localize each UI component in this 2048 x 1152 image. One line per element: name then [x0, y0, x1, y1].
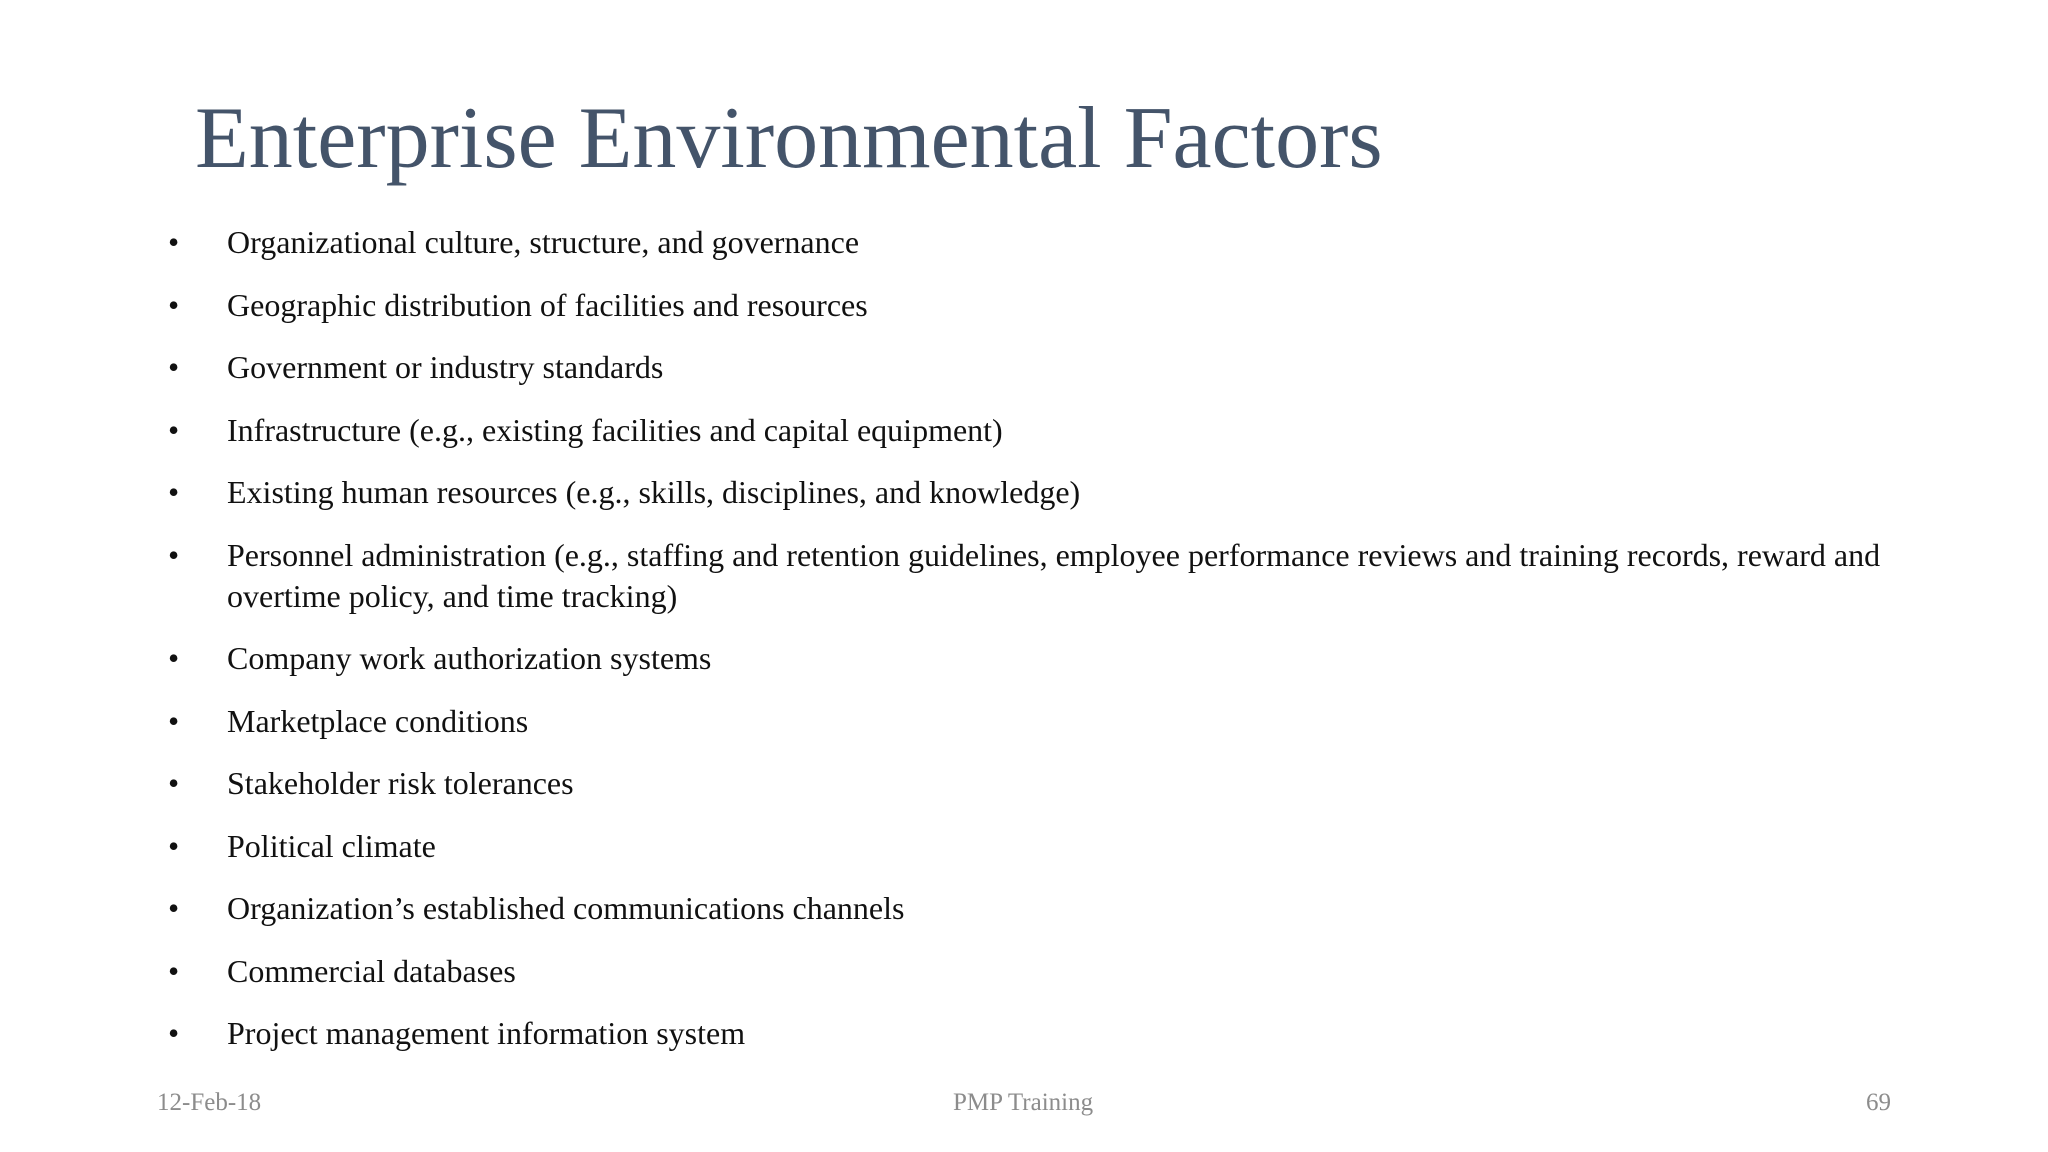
list-item [168, 638, 1928, 679]
list-item [168, 951, 1928, 992]
bullet-text: Organization’s established communications channels [227, 890, 905, 926]
footer-date: 12-Feb-18 [157, 1089, 262, 1116]
bullet-text: Existing human resources (e.g., skills, disciplines, and knowledge) [227, 474, 1081, 510]
bullet-icon: • [168, 890, 180, 926]
list-item [168, 826, 1928, 867]
bullet-text: Company work authorization systems [227, 640, 712, 676]
list-item [168, 535, 1928, 617]
bullet-text: Government or industry standards [227, 349, 664, 385]
bullet-text: Stakeholder risk tolerances [227, 765, 574, 801]
list-item [168, 1013, 1928, 1054]
bullet-icon: • [168, 349, 180, 385]
list-item [168, 347, 1928, 388]
bullet-text: Infrastructure (e.g., existing facilities and capital equipment) [227, 411, 1003, 448]
list-item [168, 222, 1928, 263]
bullet-icon: • [168, 827, 180, 864]
bullet-text: Organizational culture, structure, and governance [227, 224, 860, 260]
list-item [168, 763, 1928, 804]
bullet-text: Personnel administration (e.g., staffing and retention guidelines, employee performance reviews and training records, reward and overtime policy, and time tracking) [227, 536, 1881, 614]
bullet-text: Commercial databases [227, 952, 516, 989]
bullet-text: Geographic distribution of facilities and resources [227, 286, 868, 323]
footer-title: PMP Training [953, 1089, 1094, 1116]
bullet-icon: • [168, 765, 180, 801]
bullet-icon: • [168, 411, 180, 448]
list-item [168, 285, 1928, 326]
slide-title: Enterprise Environmental Factors [195, 90, 1383, 187]
bullet-list [168, 222, 1928, 1076]
bullet-text: Marketplace conditions [227, 702, 529, 739]
bullet-icon: • [168, 224, 180, 260]
page-number: 69 [1866, 1089, 1891, 1116]
list-item [168, 410, 1928, 451]
bullet-icon: • [168, 702, 180, 739]
bullet-icon: • [168, 952, 180, 989]
bullet-icon: • [168, 1015, 180, 1051]
bullet-text: Political climate [227, 827, 436, 864]
list-item [168, 701, 1928, 742]
bullet-icon: • [168, 286, 180, 323]
list-item [168, 472, 1928, 513]
bullet-icon: • [168, 536, 180, 573]
bullet-icon: • [168, 474, 180, 510]
bullet-icon: • [168, 640, 180, 676]
list-item [168, 888, 1928, 929]
bullet-text: Project management information system [227, 1015, 746, 1051]
